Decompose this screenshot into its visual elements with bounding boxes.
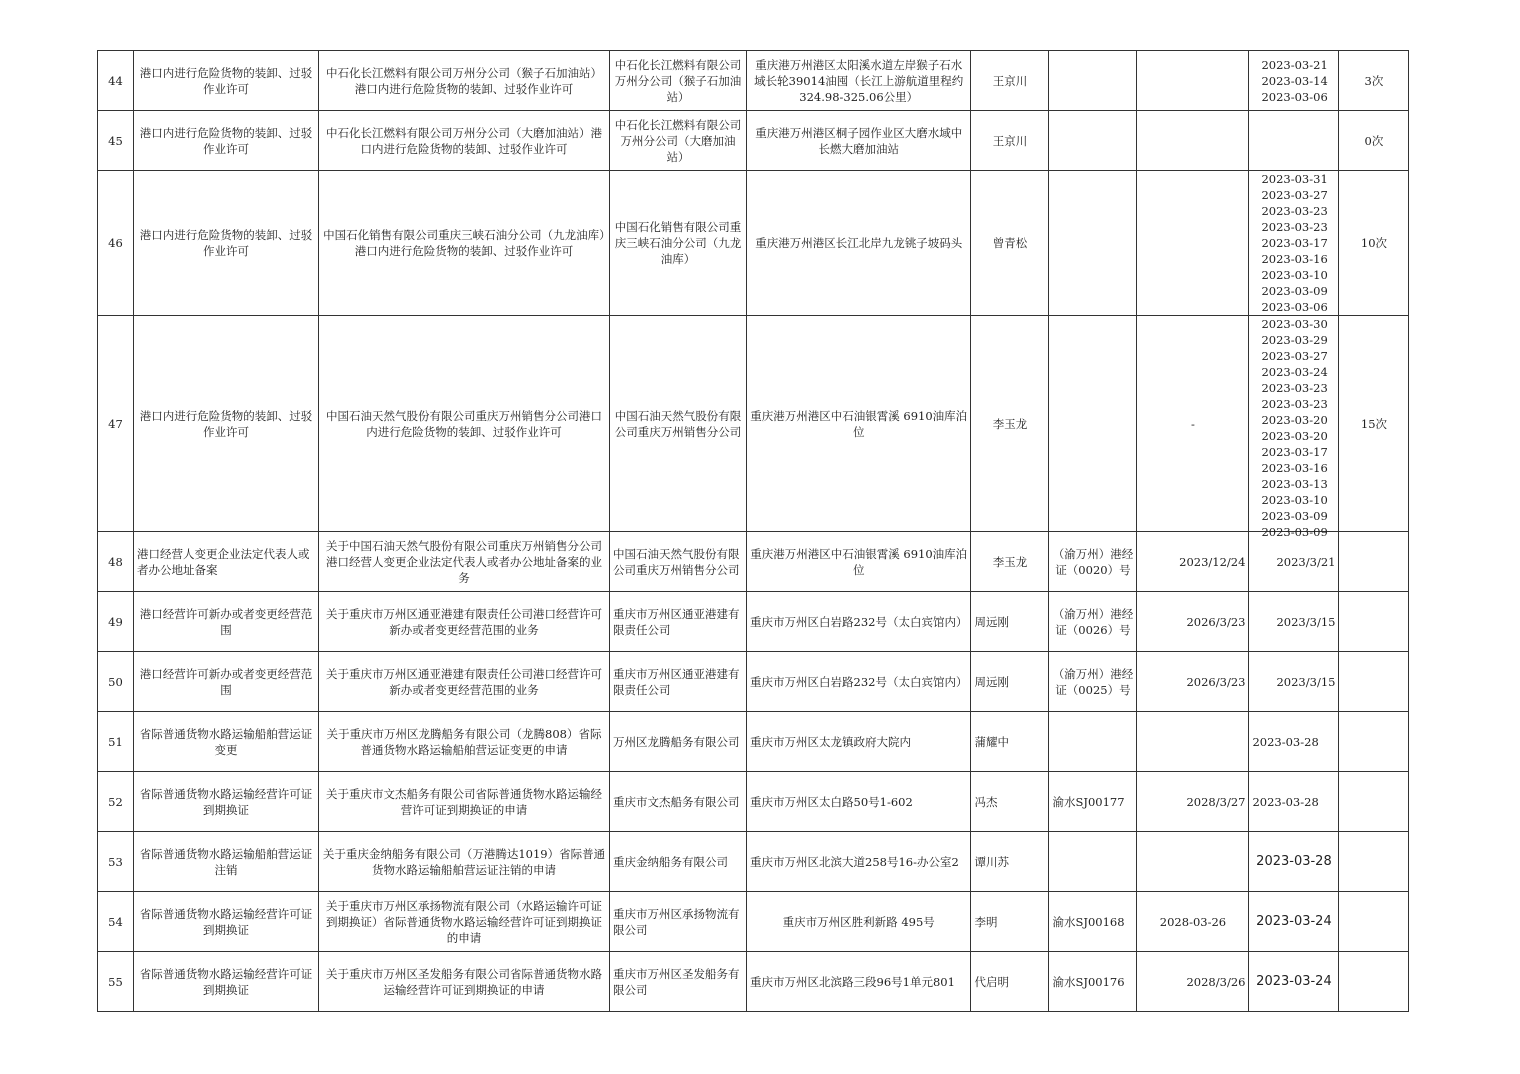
address: 重庆市万州区太白路50号1-602 <box>747 772 971 832</box>
operation-count <box>1339 652 1409 712</box>
address: 重庆市万州区胜利新路 495号 <box>747 892 971 952</box>
item-name: 省际普通货物水路运输经营许可证到期换证 <box>134 772 319 832</box>
row-number: 44 <box>98 51 134 111</box>
company-name: 中国石油天然气股份有限公司重庆万州销售分公司 <box>610 316 747 532</box>
contact-person: 代启明 <box>971 952 1049 1012</box>
certificate-number <box>1049 832 1137 892</box>
item-name: 港口经营人变更企业法定代表人或者办公地址备案 <box>134 532 319 592</box>
certificate-number: （渝万州）港经证（0025）号 <box>1049 652 1137 712</box>
row-number: 52 <box>98 772 134 832</box>
table-row <box>98 51 1409 111</box>
operation-count: 3次 <box>1339 51 1409 111</box>
operation-dates: 2023-03-28 <box>1249 712 1339 772</box>
operation-dates: 2023/3/15 <box>1249 652 1339 712</box>
records-table <box>97 50 1409 1012</box>
table-row <box>98 652 1409 712</box>
item-name: 港口经营许可新办或者变更经营范围 <box>134 592 319 652</box>
table-row <box>98 592 1409 652</box>
address: 重庆港万州港区桐子园作业区大磨水域中长燃大磨加油站 <box>747 111 971 171</box>
operation-dates-list: 2023-03-30 2023-03-29 2023-03-27 2023-03-24 2023-03-23 2023-03-23 2023-03-20 2023-03-20 2023-03-17 2023-03-16 2023-03-13 2023-03-10 2023-03-09 2023-03-09 <box>1261 317 1328 539</box>
application-title: 关于中国石油天然气股份有限公司重庆万州销售分公司港口经营人变更企业法定代表人或者办公地址备案的业务 <box>319 532 610 592</box>
contact-person: 周远刚 <box>971 592 1049 652</box>
company-name: 中国石油天然气股份有限公司重庆万州销售分公司 <box>610 532 747 592</box>
item-name: 港口内进行危险货物的装卸、过驳作业许可 <box>134 51 319 111</box>
operation-dates: 2023-03-24 <box>1249 952 1339 1012</box>
contact-person: 王京川 <box>971 111 1049 171</box>
table-row <box>98 892 1409 952</box>
operation-dates: 2023/3/15 <box>1249 592 1339 652</box>
row-number: 45 <box>98 111 134 171</box>
company-name: 重庆市万州区通亚港建有限责任公司 <box>610 592 747 652</box>
certificate-number <box>1049 712 1137 772</box>
application-title: 中国石油天然气股份有限公司重庆万州销售分公司港口内进行危险货物的装卸、过驳作业许可 <box>319 316 610 532</box>
operation-count <box>1339 892 1409 952</box>
company-name: 重庆市万州区圣发船务有限公司 <box>610 952 747 1012</box>
application-title: 关于重庆市万州区承扬物流有限公司（水路运输许可证到期换证）省际普通货物水路运输经营许可证到期换证的申请 <box>319 892 610 952</box>
contact-person: 谭川苏 <box>971 832 1049 892</box>
valid-until <box>1137 712 1249 772</box>
item-name: 省际普通货物水路运输经营许可证到期换证 <box>134 892 319 952</box>
certificate-number <box>1049 51 1137 111</box>
application-title: 关于重庆市万州区通亚港建有限责任公司港口经营许可新办或者变更经营范围的业务 <box>319 652 610 712</box>
operation-dates: 2023-03-28 <box>1249 832 1339 892</box>
operation-count <box>1339 952 1409 1012</box>
valid-until: 2026/3/23 <box>1137 652 1249 712</box>
address: 重庆市万州区北滨路三段96号1单元801 <box>747 952 971 1012</box>
application-title: 关于重庆金纳船务有限公司（万港腾达1019）省际普通货物水路运输船舶营运证注销的申请 <box>319 832 610 892</box>
row-number: 54 <box>98 892 134 952</box>
certificate-number: 渝水SJ00168 <box>1049 892 1137 952</box>
contact-person: 王京川 <box>971 51 1049 111</box>
table-row <box>98 532 1409 592</box>
table-row <box>98 111 1409 171</box>
company-name: 重庆金纳船务有限公司 <box>610 832 747 892</box>
row-number: 49 <box>98 592 134 652</box>
operation-count: 0次 <box>1339 111 1409 171</box>
application-title: 关于重庆市万州区龙腾船务有限公司（龙腾808）省际普通货物水路运输船舶营运证变更的申请 <box>319 712 610 772</box>
certificate-number: 渝水SJ00176 <box>1049 952 1137 1012</box>
address: 重庆市万州区白岩路232号（太白宾馆内） <box>747 652 971 712</box>
valid-until <box>1137 171 1249 316</box>
table-row <box>98 712 1409 772</box>
contact-person: 李明 <box>971 892 1049 952</box>
application-title: 关于重庆市文杰船务有限公司省际普通货物水路运输经营许可证到期换证的申请 <box>319 772 610 832</box>
valid-until: 2028-03-26 <box>1137 892 1249 952</box>
contact-person: 李玉龙 <box>971 316 1049 532</box>
contact-person: 曾青松 <box>971 171 1049 316</box>
row-number: 47 <box>98 316 134 532</box>
table-row <box>98 171 1409 316</box>
valid-until: 2028/3/27 <box>1137 772 1249 832</box>
application-title: 关于重庆市万州区通亚港建有限责任公司港口经营许可新办或者变更经营范围的业务 <box>319 592 610 652</box>
valid-until: 2028/3/26 <box>1137 952 1249 1012</box>
operation-count: 10次 <box>1339 171 1409 316</box>
table-row <box>98 772 1409 832</box>
valid-until <box>1137 832 1249 892</box>
certificate-number: （渝万州）港经证（0020）号 <box>1049 532 1137 592</box>
address: 重庆市万州区太龙镇政府大院内 <box>747 712 971 772</box>
operation-count <box>1339 772 1409 832</box>
certificate-number <box>1049 111 1137 171</box>
certificate-number <box>1049 316 1137 532</box>
item-name: 省际普通货物水路运输船舶营运证注销 <box>134 832 319 892</box>
valid-until <box>1137 111 1249 171</box>
application-title: 中石化长江燃料有限公司万州分公司（大磨加油站）港口内进行危险货物的装卸、过驳作业许可 <box>319 111 610 171</box>
company-name: 中国石化销售有限公司重庆三峡石油分公司（九龙油库） <box>610 171 747 316</box>
valid-until <box>1137 51 1249 111</box>
operation-dates: 2023-03-31 2023-03-27 2023-03-23 2023-03-23 2023-03-17 2023-03-16 2023-03-10 2023-03-09 2023-03-06 <box>1249 171 1339 316</box>
operation-dates: 2023/3/21 <box>1249 532 1339 592</box>
operation-count <box>1339 592 1409 652</box>
item-name: 省际普通货物水路运输船舶营运证变更 <box>134 712 319 772</box>
item-name: 港口内进行危险货物的装卸、过驳作业许可 <box>134 111 319 171</box>
company-name: 中石化长江燃料有限公司万州分公司（大磨加油站） <box>610 111 747 171</box>
certificate-number: 渝水SJ00177 <box>1049 772 1137 832</box>
application-title: 中石化长江燃料有限公司万州分公司（猴子石加油站）港口内进行危险货物的装卸、过驳作业许可 <box>319 51 610 111</box>
operation-count <box>1339 532 1409 592</box>
row-number: 50 <box>98 652 134 712</box>
row-number: 55 <box>98 952 134 1012</box>
address: 重庆市万州区白岩路232号（太白宾馆内） <box>747 592 971 652</box>
operation-count: 15次 <box>1339 316 1409 532</box>
operation-dates <box>1249 111 1339 171</box>
table-row <box>98 316 1409 532</box>
valid-until: - <box>1137 316 1249 532</box>
operation-dates <box>1249 316 1339 539</box>
contact-person: 蒲耀中 <box>971 712 1049 772</box>
company-name: 万州区龙腾船务有限公司 <box>610 712 747 772</box>
address: 重庆市万州区北滨大道258号16-办公室2 <box>747 832 971 892</box>
company-name: 中石化长江燃料有限公司万州分公司（猴子石加油站） <box>610 51 747 111</box>
operation-dates: 2023-03-21 2023-03-14 2023-03-06 <box>1249 51 1339 111</box>
address: 重庆港万州港区中石油银霄溪 6910油库泊位 <box>747 532 971 592</box>
company-name: 重庆市文杰船务有限公司 <box>610 772 747 832</box>
item-name: 省际普通货物水路运输经营许可证到期换证 <box>134 952 319 1012</box>
operation-count <box>1339 832 1409 892</box>
certificate-number: （渝万州）港经证（0026）号 <box>1049 592 1137 652</box>
operation-count <box>1339 712 1409 772</box>
table-row <box>98 832 1409 892</box>
table-row <box>98 952 1409 1012</box>
item-name: 港口内进行危险货物的装卸、过驳作业许可 <box>134 316 319 532</box>
row-number: 53 <box>98 832 134 892</box>
contact-person: 李玉龙 <box>971 532 1049 592</box>
contact-person: 周远刚 <box>971 652 1049 712</box>
valid-until: 2026/3/23 <box>1137 592 1249 652</box>
application-title: 中国石化销售有限公司重庆三峡石油分公司（九龙油库）港口内进行危险货物的装卸、过驳作业许可 <box>319 171 610 316</box>
valid-until: 2023/12/24 <box>1137 532 1249 592</box>
application-title: 关于重庆市万州区圣发船务有限公司省际普通货物水路运输经营许可证到期换证的申请 <box>319 952 610 1012</box>
company-name: 重庆市万州区承扬物流有限公司 <box>610 892 747 952</box>
address: 重庆港万州港区太阳溪水道左岸猴子石水域长轮39014油囤（长江上游航道里程约324.98-325.06公里） <box>747 51 971 111</box>
company-name: 重庆市万州区通亚港建有限责任公司 <box>610 652 747 712</box>
address: 重庆港万州港区长江北岸九龙铫子坡码头 <box>747 171 971 316</box>
operation-dates: 2023-03-24 <box>1249 892 1339 952</box>
row-number: 51 <box>98 712 134 772</box>
row-number: 46 <box>98 171 134 316</box>
item-name: 港口内进行危险货物的装卸、过驳作业许可 <box>134 171 319 316</box>
item-name: 港口经营许可新办或者变更经营范围 <box>134 652 319 712</box>
address: 重庆港万州港区中石油银霄溪 6910油库泊位 <box>747 316 971 532</box>
contact-person: 冯杰 <box>971 772 1049 832</box>
certificate-number <box>1049 171 1137 316</box>
row-number: 48 <box>98 532 134 592</box>
operation-dates: 2023-03-28 <box>1249 772 1339 832</box>
